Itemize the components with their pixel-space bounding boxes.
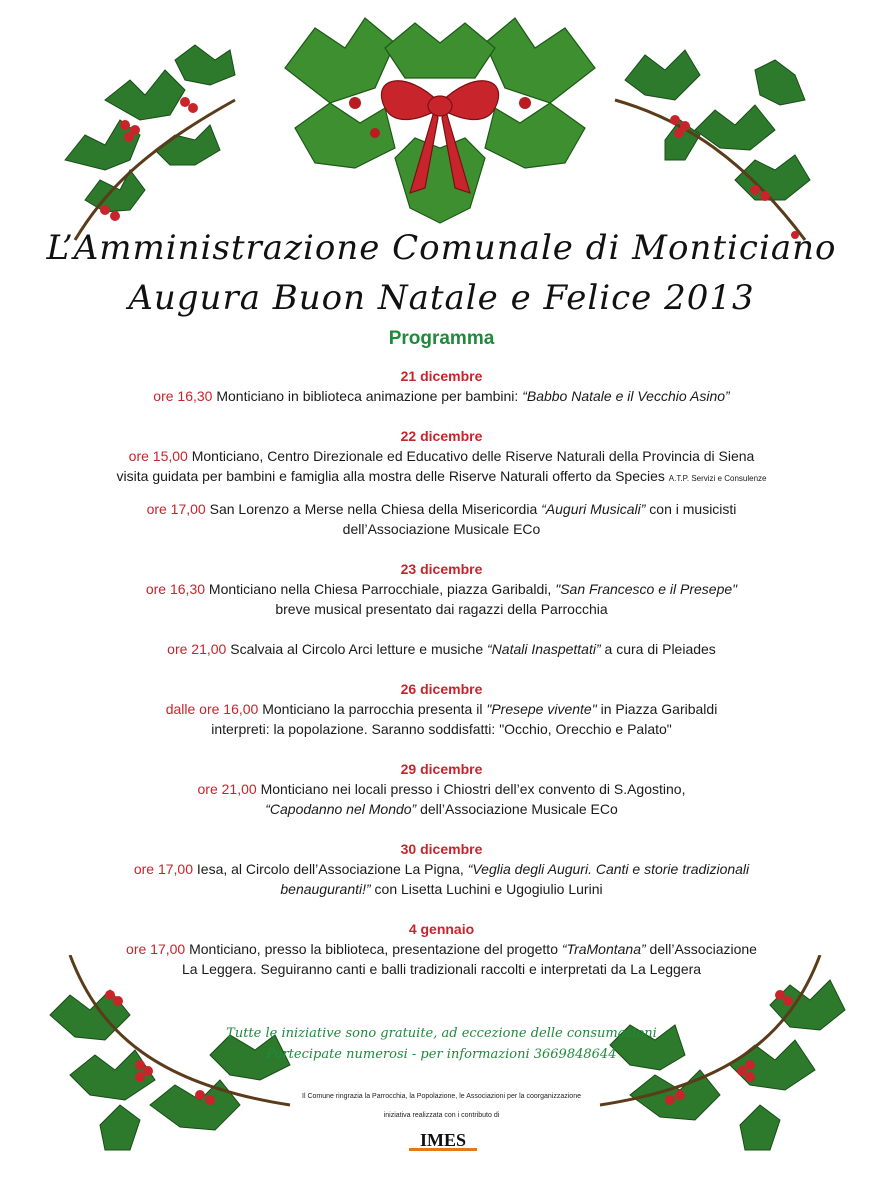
event-item: ore 21,00 Scalvaia al Circolo Arci letture e musiche “Natali Inaspettati” a cura di Pleiades <box>167 641 716 657</box>
imes-logo-text: IMES <box>419 1130 467 1150</box>
event-item: dalle ore 16,00 Monticiano la parrocchia presenta il "Presepe vivente" in Piazza Garibaldi interpreti: la popolazione. Saranno soddisfatti: "Occhio, Orecchio e Palato" <box>165 701 718 737</box>
imes-logo <box>407 1128 479 1154</box>
event-item: ore 16,30 Monticiano in biblioteca animazione per bambini: “Babbo Natale e il Vecchio Asino” <box>153 388 730 404</box>
day-heading: 30 dicembre <box>400 841 483 857</box>
footer-contributor-note: iniziativa realizzata con i contributo di <box>383 1112 500 1119</box>
event-item: ore 17,00 San Lorenzo a Merse nella Chiesa della Misericordia “Auguri Musicali” con i musicisti dell’Associazione Musicale ECo <box>146 501 737 537</box>
day-heading: 21 dicembre <box>400 368 483 384</box>
title-line-1: L’Amministrazione Comunale di Monticiano <box>46 228 837 268</box>
holly-top-left-decoration <box>45 40 245 250</box>
event-item: ore 17,00 Iesa, al Circolo dell’Associazione La Pigna, “Veglia degli Auguri. Canti e storie tradizionali benauguranti!” con Lisetta Luchini e Ugogiulio Lurini <box>133 861 750 897</box>
footer-free-note: Tutte le iniziative sono gratuite, ad eccezione delle consumazioni <box>226 1026 657 1041</box>
event-item: ore 16,30 Monticiano nella Chiesa Parrocchiale, piazza Garibaldi, "San Francesco e il Presepe" breve musical presentato dai ragazzi della Parrocchia <box>145 581 738 617</box>
day-heading: 4 gennaio <box>408 921 475 937</box>
holly-bow-decoration <box>275 8 605 226</box>
footer-info-line: Partecipate numerosi - per informazioni 3669848644 <box>266 1047 617 1062</box>
events-list <box>40 366 843 979</box>
title-line-2: Augura Buon Natale e Felice 2013 <box>128 278 755 318</box>
event-item: ore 15,00 Monticiano, Centro Direzionale ed Educativo delle Riserve Naturali della Provincia di Siena visita guidata per bambini e famiglia alla mostra delle Riserve Naturali offerto da Species A.T.P. Servizi e Consulenze <box>116 448 767 484</box>
day-heading: 23 dicembre <box>400 561 483 577</box>
day-heading: 26 dicembre <box>400 681 483 697</box>
programma-heading: Programma <box>388 328 495 349</box>
holly-top-right-decoration <box>605 40 825 250</box>
event-item: ore 17,00 Monticiano, presso la biblioteca, presentazione del progetto “TraMontana” dell’Associazione La Leggera. Seguiranno canti e balli tradizionali raccolti e interpretati da La Leggera <box>126 941 757 977</box>
day-heading: 22 dicembre <box>400 428 483 444</box>
day-heading: 29 dicembre <box>400 761 483 777</box>
footer-thanks: Il Comune ringrazia la Parrocchia, la Popolazione, le Associazioni per la coorganizzazione <box>302 1093 581 1100</box>
event-item: ore 21,00 Monticiano nei locali presso i Chiostri dell’ex convento di S.Agostino, “Capodanno nel Mondo” dell’Associazione Musicale ECo <box>197 781 686 817</box>
